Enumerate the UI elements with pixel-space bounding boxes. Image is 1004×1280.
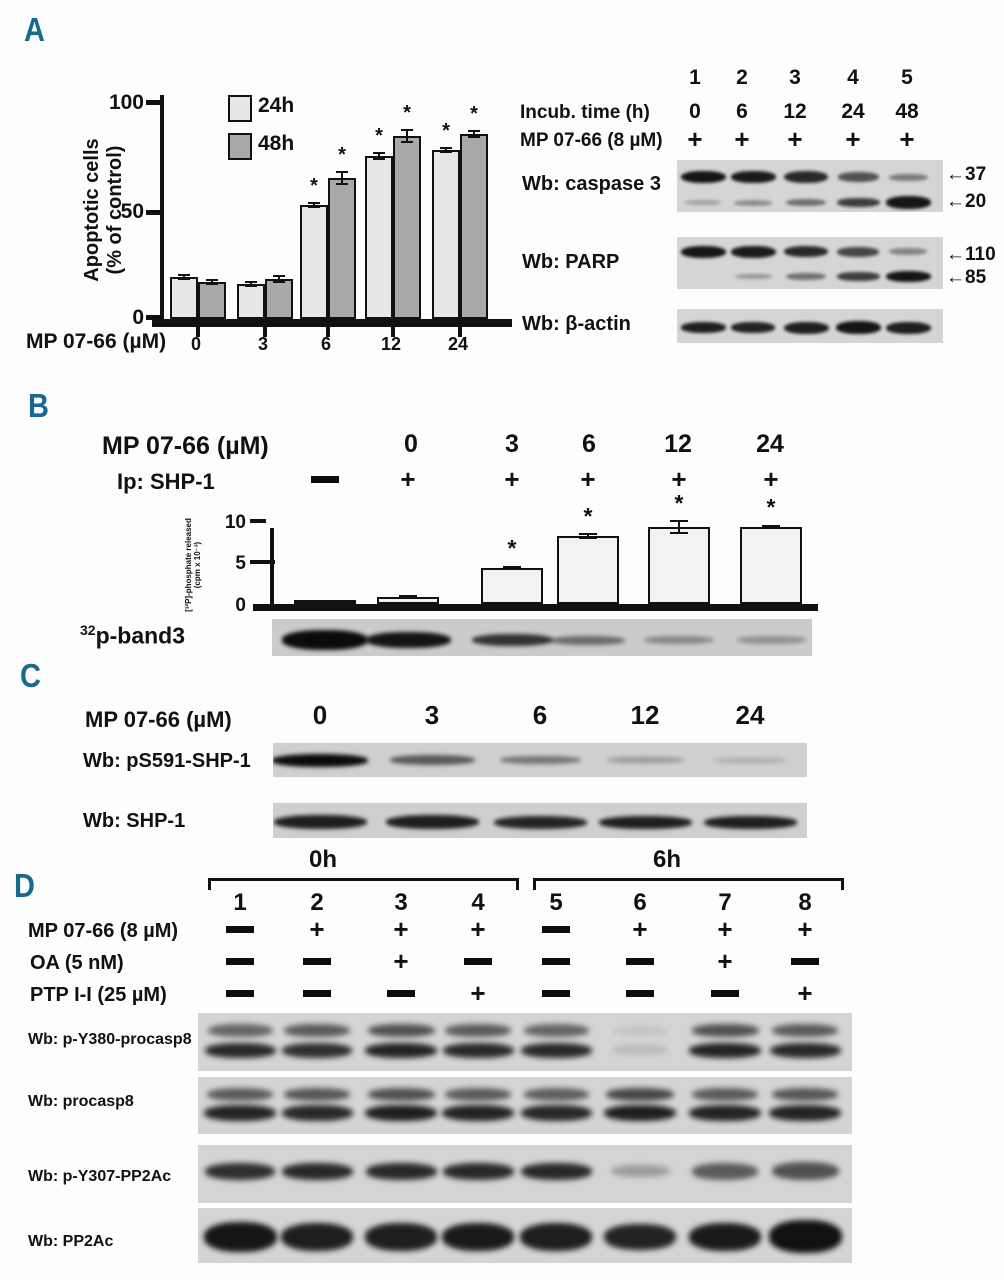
d-condition-value-row3-plus: + (470, 978, 486, 1008)
a-significance-asterisk: * (470, 103, 478, 125)
b-bar-6 (557, 536, 619, 604)
a-lane-number: 4 (847, 66, 859, 89)
a-chart-x-axis (152, 319, 512, 327)
blot-band (443, 1163, 514, 1180)
blot-band (521, 1043, 592, 1058)
blot-band (681, 246, 726, 258)
legend-label-24h: 24h (258, 94, 295, 117)
d-condition-value-row2-minus (626, 958, 654, 965)
a-xtick-label: 6 (320, 334, 331, 354)
a-ytick-label-100: 100 (108, 91, 144, 114)
b-band3-label-main: p-band3 (95, 622, 186, 649)
blot-band (731, 171, 776, 183)
d-wb-py307-label: Wb: p-Y307-PP2Ac (28, 1168, 172, 1185)
blot-band (770, 1043, 841, 1058)
d-row-ptp-label: PTP I-I (25 µM) (30, 984, 167, 1006)
b-ytick-label-0: 0 (235, 595, 246, 616)
c-wb-shp1-label: Wb: SHP-1 (83, 810, 186, 832)
blot-band (368, 1024, 435, 1037)
b-mp0766-value: 12 (664, 430, 692, 458)
d-condition-value-row1-plus: + (717, 914, 733, 944)
b-mp0766-label: MP 07-66 (µM) (102, 432, 269, 460)
a-xtick-label: 0 (190, 334, 201, 354)
a-incub-time-value: 0 (689, 100, 701, 123)
b-y-axis-title (184, 500, 202, 630)
b-significance-asterisk: * (674, 490, 684, 516)
blot-band (607, 757, 684, 763)
blot-band (366, 1163, 437, 1180)
d-blot-1 (198, 1077, 852, 1134)
blot-band (604, 1105, 676, 1121)
blot-band (524, 1024, 589, 1037)
d-lane-number: 2 (310, 889, 324, 916)
b-ip-value-plus: + (763, 464, 779, 494)
blot-band (735, 274, 772, 279)
b-bar-3 (481, 568, 543, 604)
d-condition-value-row3-minus (303, 990, 331, 997)
d-row-mp0766-label: MP 07-66 (8 µM) (28, 920, 179, 942)
panel-b-letter: B (28, 388, 48, 425)
a-blot-1 (677, 237, 943, 289)
b-error-bar (678, 520, 680, 534)
c-mp0766-value: 0 (312, 700, 328, 730)
blot-band (606, 1088, 674, 1101)
blot-band (889, 174, 928, 181)
b-ytick-10 (250, 519, 266, 523)
blot-band (204, 1222, 277, 1252)
blot-band (704, 816, 797, 829)
b-chart-x-axis (253, 604, 818, 611)
blot-band (731, 322, 775, 333)
a-error-bar (183, 274, 185, 280)
b-bar-24 (740, 527, 802, 604)
a-xtick-label: 3 (257, 334, 268, 354)
c-wb-ps591-label: Wb: pS591-SHP-1 (83, 750, 251, 772)
d-condition-value-row1-plus: + (309, 914, 325, 944)
b-chart-y-axis (270, 528, 274, 608)
d-lane-number: 5 (549, 889, 563, 916)
blot-band (282, 630, 368, 650)
panel-c-letter: C (20, 658, 40, 695)
blot-band (611, 1165, 670, 1177)
a-bar-48h-6 (328, 178, 356, 319)
d-condition-value-row1-minus (226, 926, 254, 933)
a-bar-48h-12 (393, 136, 421, 319)
a-xtick-label: 24 (447, 334, 469, 354)
a-mp0766-value-plus: + (787, 124, 803, 154)
blot-band (685, 200, 721, 205)
a-incub-time-value: 12 (783, 100, 807, 123)
a-lane-number: 5 (901, 66, 913, 89)
d-condition-value-row1-plus: + (393, 914, 409, 944)
blot-band (692, 1163, 758, 1180)
d-lane-number: 3 (394, 889, 408, 916)
blot-band (837, 247, 879, 257)
marker-110-arrow: ←110 (946, 244, 996, 265)
blot-band (366, 632, 451, 648)
d-lane-number: 8 (798, 889, 812, 916)
blot-band (207, 1088, 273, 1101)
blot-band (734, 200, 772, 206)
b-band3-label-sup: 32 (80, 622, 96, 638)
a-mp0766-label: MP 07-66 (8 µM) (520, 130, 663, 151)
c-mp0766-value: 6 (532, 700, 548, 730)
blot-band (520, 1223, 592, 1251)
d-condition-value-row2-minus (303, 958, 331, 965)
a-y-axis-title-line2: (% of control) (104, 145, 126, 275)
a-lane-number: 3 (789, 66, 801, 89)
a-error-bar (473, 130, 475, 138)
b-error-bar (511, 566, 513, 570)
b-significance-asterisk: * (583, 503, 593, 529)
blot-band (612, 1045, 668, 1055)
a-lane-number: 1 (689, 66, 701, 89)
b-y-axis-title-line2: (cpm x 10⁻³) (193, 541, 202, 589)
blot-band (689, 1223, 761, 1251)
blot-band (838, 172, 879, 182)
d-condition-value-row2-plus: + (393, 946, 409, 976)
blot-band (692, 1088, 758, 1101)
blot-band (365, 1105, 437, 1121)
blot-band (472, 634, 553, 646)
d-condition-value-row2-minus (791, 958, 819, 965)
a-xtick-label: 12 (380, 334, 402, 354)
a-ytick-50 (146, 210, 161, 215)
a-bar-48h-3 (265, 279, 293, 319)
blot-band (889, 248, 927, 255)
a-mp0766-value-plus: + (899, 124, 915, 154)
d-condition-value-row2-minus (226, 958, 254, 965)
blot-band (445, 1088, 511, 1101)
legend-swatch-24h (228, 95, 252, 122)
blot-band (521, 1163, 592, 1180)
blot-band (365, 1043, 437, 1058)
blot-band (786, 273, 826, 280)
d-condition-value-row3-minus (226, 990, 254, 997)
d-group-6h-label: 6h (652, 846, 681, 873)
a-error-bar (341, 171, 343, 185)
blot-band (442, 1105, 514, 1121)
c-mp0766-label: MP 07-66 (µM) (85, 707, 232, 732)
d-condition-value-row3-minus (542, 990, 570, 997)
blot-band (786, 199, 826, 206)
blot-band (599, 816, 692, 829)
blot-band (284, 1088, 350, 1101)
a-ytick-100 (146, 100, 161, 105)
blot-band (837, 198, 880, 207)
blot-band (386, 815, 479, 829)
legend-label-48h: 48h (258, 132, 295, 155)
a-significance-asterisk: * (338, 144, 346, 166)
blot-band (500, 756, 581, 764)
blot-band (772, 1088, 838, 1101)
a-lane-number: 2 (736, 66, 748, 89)
a-wb-parp-label: Wb: PARP (522, 251, 620, 273)
blot-band (551, 636, 625, 645)
d-blot-0 (198, 1013, 852, 1071)
b-ip-value-plus: + (580, 464, 596, 494)
blot-band (445, 1024, 511, 1037)
b-significance-asterisk: * (766, 494, 776, 520)
d-condition-value-row2-minus (464, 958, 492, 965)
a-y-axis-title-line1: Apoptotic cells (81, 138, 103, 282)
blot-band (692, 1024, 759, 1037)
blot-band (274, 815, 367, 829)
blot-band (837, 272, 880, 281)
a-ytick-0 (146, 315, 161, 320)
blot-band (784, 322, 829, 334)
a-significance-asterisk: * (310, 175, 318, 197)
blot-band (524, 1088, 589, 1101)
d-condition-value-row3-plus: + (797, 978, 813, 1008)
d-condition-value-row1-plus: + (632, 914, 648, 944)
a-ytick-label-50: 50 (120, 200, 144, 223)
blot-band (769, 1220, 842, 1253)
marker-37-arrow: ←37 (946, 164, 987, 185)
b-y-axis-title-line1: [³²P]-phosphate released (184, 518, 193, 612)
blot-band (282, 1043, 352, 1058)
b-mp0766-value: 24 (756, 430, 784, 458)
d-blot-3 (198, 1208, 852, 1263)
b-error-bar (587, 533, 589, 539)
c-blot-1 (273, 803, 807, 838)
a-error-bar (211, 279, 213, 285)
blot-band (281, 1223, 353, 1251)
a-significance-asterisk: * (403, 102, 411, 124)
blot-band (836, 321, 881, 334)
b-bar-12 (648, 527, 710, 604)
a-bar-24h-24 (432, 150, 460, 319)
blot-band (784, 246, 828, 257)
b-ip-value-plus: + (504, 464, 520, 494)
blot-band (886, 196, 931, 209)
d-condition-value-row1-plus: + (797, 914, 813, 944)
blot-band (689, 1043, 761, 1058)
b-significance-asterisk: * (507, 535, 517, 561)
a-error-bar (313, 202, 315, 208)
d-condition-value-row2-plus: + (717, 946, 733, 976)
a-significance-asterisk: * (375, 125, 383, 147)
a-bar-48h-0 (198, 282, 226, 319)
blot-band (731, 246, 776, 258)
a-bar-24h-6 (300, 205, 328, 319)
blot-band (681, 322, 726, 333)
a-incub-time-value: 48 (895, 100, 919, 123)
d-blot-2 (198, 1145, 852, 1203)
d-condition-value-row1-minus (542, 926, 570, 933)
b-ytick-label-10: 10 (224, 512, 246, 533)
a-bar-24h-3 (237, 284, 265, 319)
c-mp0766-value: 24 (735, 700, 765, 730)
blot-band (282, 1163, 353, 1180)
marker-85-arrow: ←85 (946, 267, 987, 288)
c-mp0766-value: 3 (424, 700, 440, 730)
b-mp0766-value: 0 (404, 430, 418, 458)
a-ytick-label-0: 0 (132, 306, 144, 329)
legend-swatch-48h (228, 133, 252, 160)
blot-band (784, 171, 828, 183)
blot-band (208, 1024, 273, 1037)
blot-band (886, 322, 931, 334)
a-wb-caspase3-label: Wb: caspase 3 (522, 173, 661, 195)
blot-band (737, 636, 806, 644)
a-bar-48h-24 (460, 134, 488, 319)
c-blot-0 (273, 743, 807, 777)
b-error-bar (407, 595, 409, 599)
blot-band (205, 1043, 276, 1058)
blot-band (613, 1026, 668, 1035)
a-wb-bactin-label: Wb: β-actin (522, 313, 631, 335)
blot-band (365, 1223, 437, 1251)
b-ip-value-plus: + (671, 464, 687, 494)
a-error-bar (278, 275, 280, 283)
blot-band (681, 171, 726, 183)
blot-band (284, 1024, 350, 1037)
panel-d-letter: D (14, 868, 34, 905)
d-group-0h-label: 0h (308, 846, 337, 873)
blot-band (604, 1224, 676, 1250)
a-blot-0 (677, 160, 943, 212)
b-mp0766-value: 3 (505, 430, 519, 458)
a-significance-asterisk: * (442, 120, 450, 142)
blot-band (390, 755, 475, 765)
d-condition-value-row3-minus (711, 990, 739, 997)
blot-band (205, 1163, 275, 1180)
blot-band (772, 1024, 838, 1037)
a-incub-time-value: 24 (841, 100, 865, 123)
a-error-bar (445, 147, 447, 153)
d-lane-number: 6 (633, 889, 647, 916)
a-mp0766-value-plus: + (734, 124, 750, 154)
a-error-bar (250, 281, 252, 287)
d-wb-pp2ac-label: Wb: PP2Ac (28, 1233, 114, 1250)
d-lane-number: 4 (471, 889, 485, 916)
blot-band (886, 271, 931, 282)
a-incub-time-value: 6 (736, 100, 748, 123)
blot-band (689, 1105, 761, 1121)
d-condition-value-row3-minus (626, 990, 654, 997)
b-bar-- (294, 600, 356, 604)
blot-band (494, 816, 587, 829)
blot-band (282, 1105, 353, 1121)
b-band3-blot (272, 619, 812, 656)
a-mp0766-value-plus: + (687, 124, 703, 154)
b-ip-value-minus (311, 476, 339, 483)
a-mp0766-value-plus: + (845, 124, 861, 154)
panel-a-letter: A (24, 12, 44, 49)
blot-band (521, 1105, 592, 1121)
b-ip-shp1-label: Ip: SHP-1 (117, 469, 215, 494)
blot-band (368, 1088, 435, 1101)
b-band3-label (80, 622, 185, 650)
a-bar-24h-12 (365, 156, 393, 319)
b-error-bar (770, 525, 772, 529)
blot-band (273, 754, 368, 767)
marker-20-arrow: ←20 (946, 191, 987, 212)
d-condition-value-row3-minus (387, 990, 415, 997)
b-mp0766-value: 6 (582, 430, 596, 458)
a-blot-2 (677, 309, 943, 343)
d-row-oa-label: OA (5 nM) (30, 952, 124, 974)
d-condition-value-row2-minus (542, 958, 570, 965)
a-y-axis-title (81, 92, 127, 328)
d-wb-py380-label: Wb: p-Y380-procasp8 (28, 1031, 192, 1048)
d-condition-value-row1-plus: + (470, 914, 486, 944)
blot-band (769, 1105, 841, 1121)
c-mp0766-value: 12 (630, 700, 660, 730)
d-lane-number: 1 (233, 889, 247, 916)
blot-band (644, 636, 714, 644)
a-bar-24h-0 (170, 277, 198, 319)
d-lane-number: 7 (718, 889, 732, 916)
a-incub-time-label: Incub. time (h) (520, 102, 650, 123)
d-wb-procasp8-label: Wb: procasp8 (28, 1093, 134, 1110)
blot-band (204, 1105, 276, 1121)
b-ip-value-plus: + (400, 464, 416, 494)
a-error-bar (406, 129, 408, 143)
blot-band (713, 758, 787, 763)
a-error-bar (378, 152, 380, 160)
blot-band (772, 1162, 839, 1180)
blot-band (443, 1043, 514, 1058)
a-x-axis-title: MP 07-66 (µM) (26, 330, 167, 353)
b-ytick-label-5: 5 (235, 553, 246, 574)
blot-band (442, 1223, 514, 1251)
